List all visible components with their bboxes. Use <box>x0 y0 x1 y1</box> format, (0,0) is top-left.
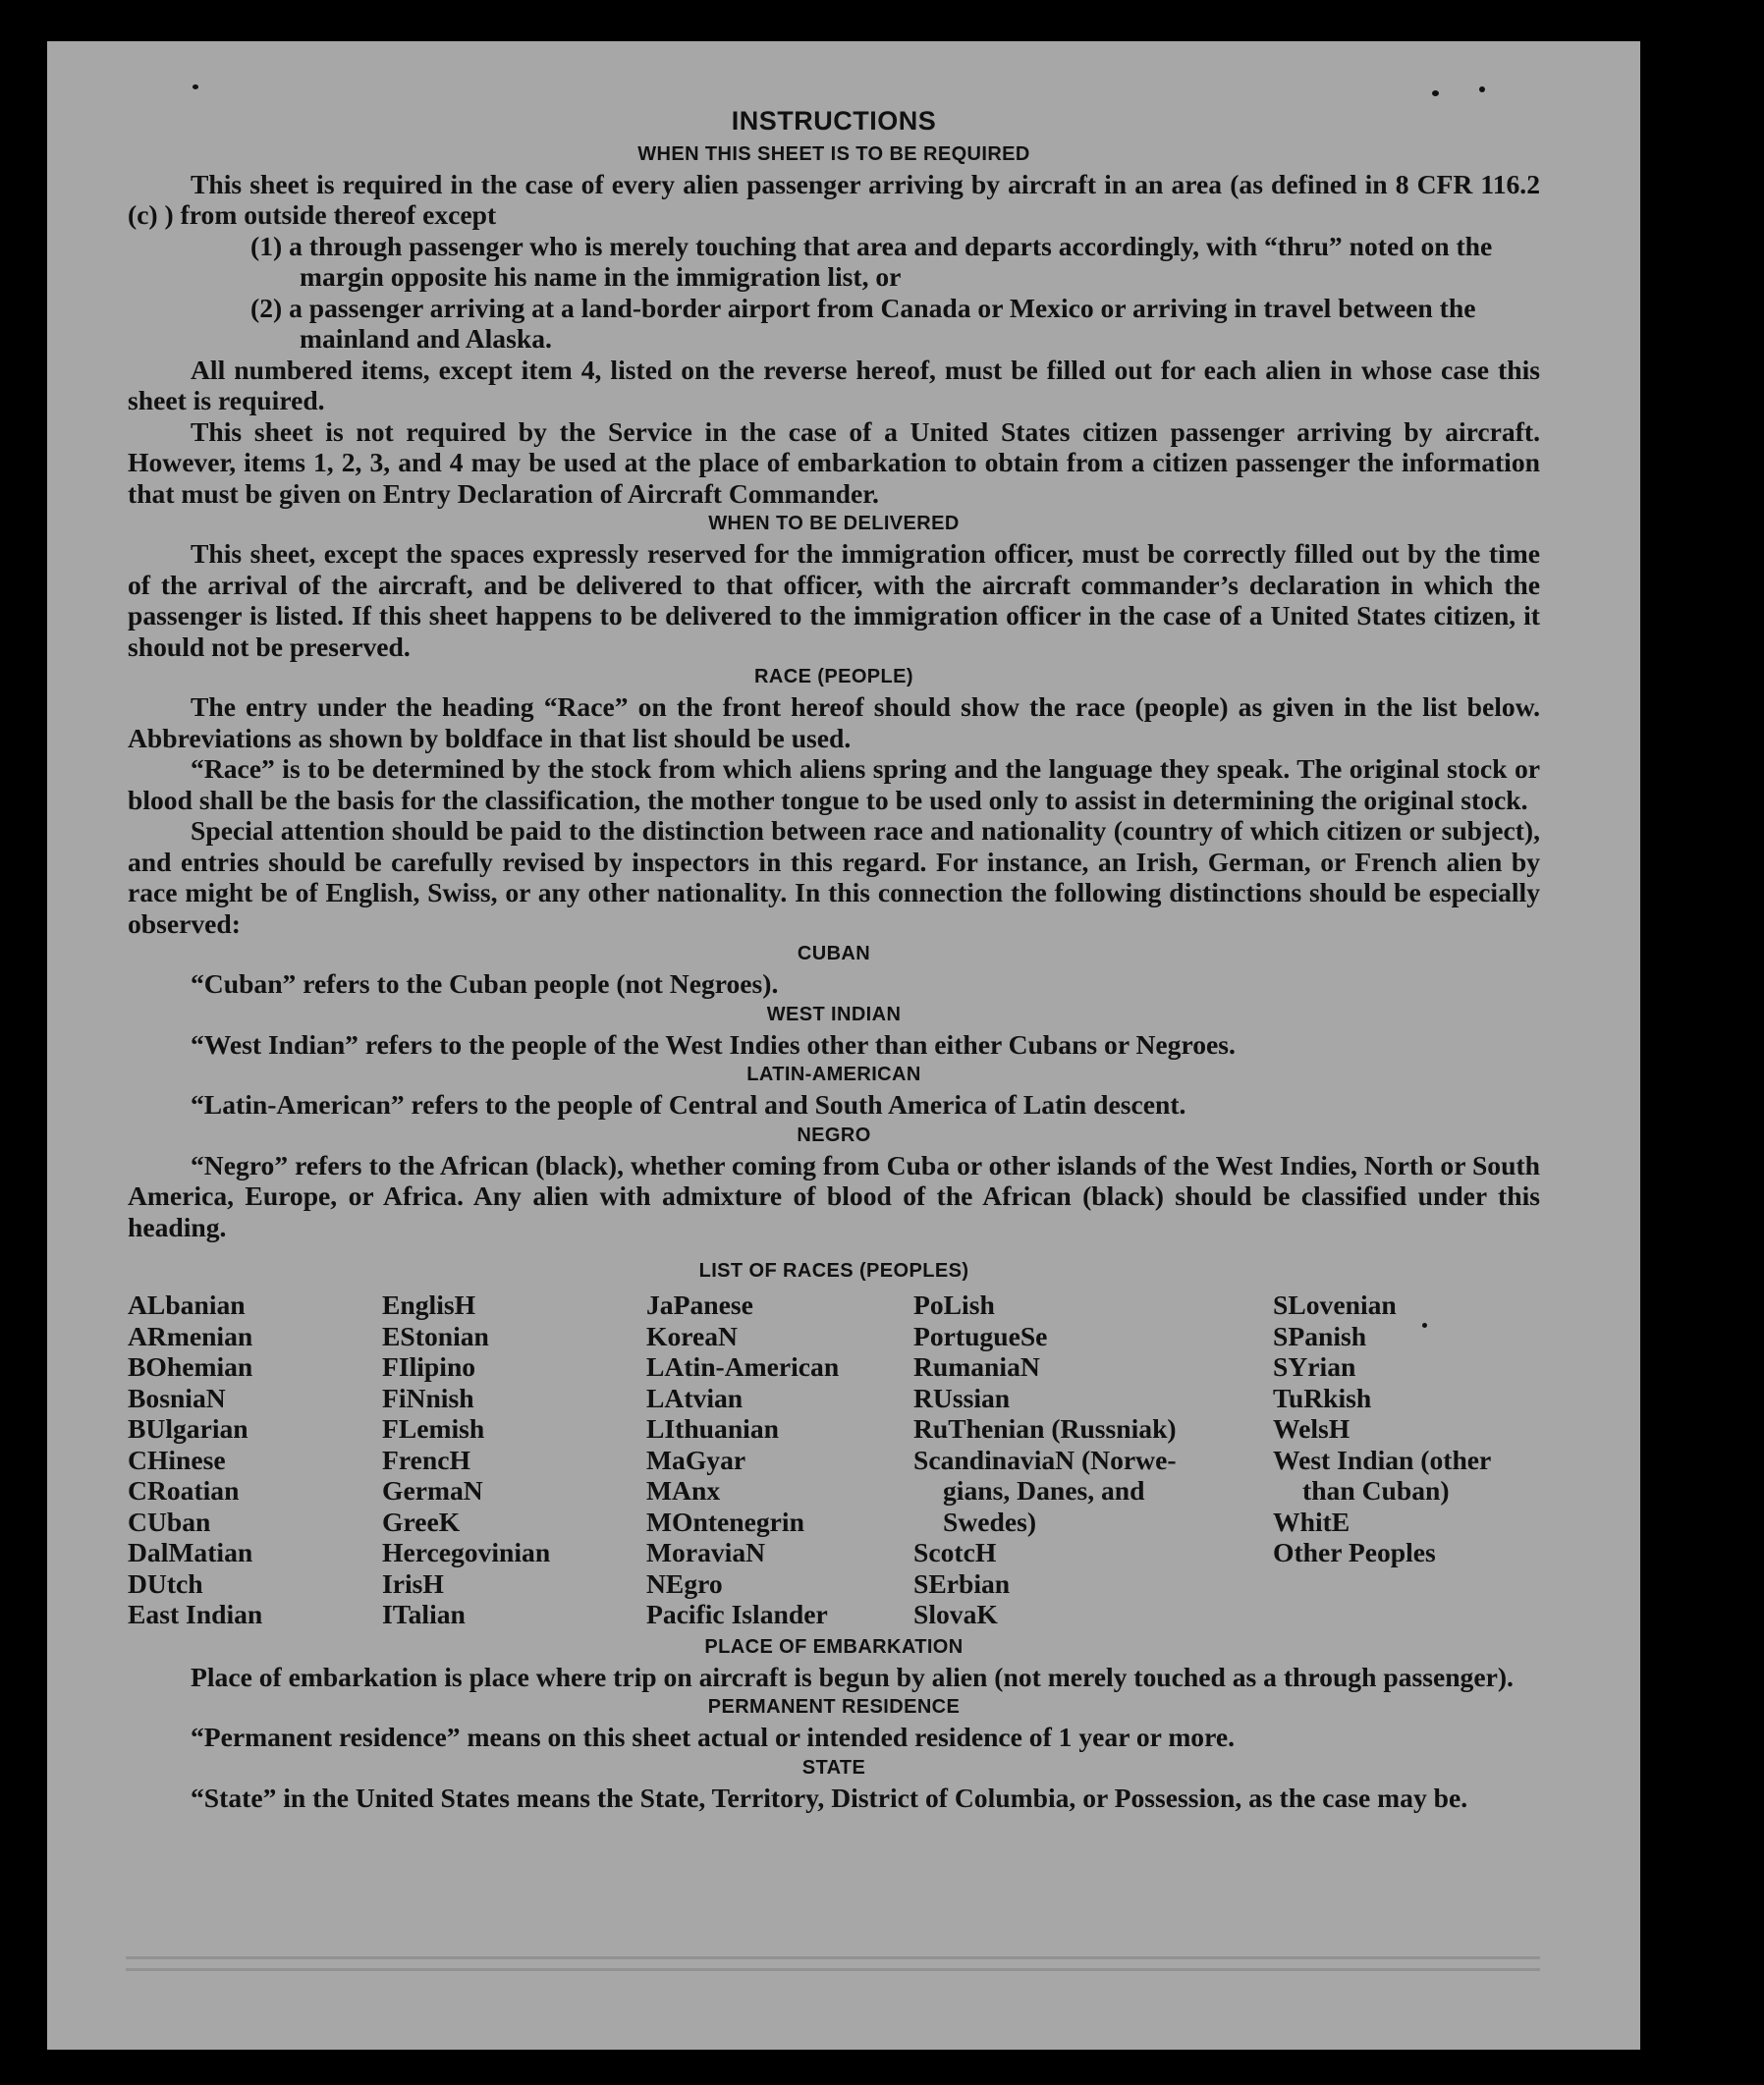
race-entry: CUban <box>128 1506 211 1537</box>
race-entry: CRoatian <box>128 1475 240 1506</box>
race-entry: ARmenian <box>128 1320 253 1351</box>
race-entry: GreeK <box>382 1506 461 1537</box>
race-entry: Hercegovinian <box>382 1537 551 1567</box>
race-column <box>646 1289 913 1630</box>
race-entry: ALbanian <box>128 1289 246 1320</box>
race-entry: West Indian (other <box>1273 1444 1492 1475</box>
exception-item-1: (1) a through passenger who is merely touching that area and departs accordingly, with “thru” noted on the margin opposite his name in the immigration list, or <box>250 230 1493 292</box>
paragraph: Place of embarkation is place where trip on aircraft is begun by alien (not merely touched as a through passenger). <box>191 1661 1514 1692</box>
race-entry: GermaN <box>382 1475 483 1506</box>
race-entry: PoLish <box>913 1289 995 1320</box>
heading-when-delivered: WHEN TO BE DELIVERED <box>708 513 960 534</box>
heading-negro: NEGRO <box>797 1124 871 1146</box>
race-column <box>128 1289 382 1630</box>
race-entry: FrencH <box>382 1444 470 1475</box>
document-page <box>47 41 1640 2050</box>
race-entry: SErbian <box>913 1567 1011 1599</box>
race-entry: DUtch <box>128 1567 203 1599</box>
scan-speck <box>1432 90 1439 96</box>
paragraph: This sheet, except the spaces expressly reserved for the immigration officer, must be correctly filled out by the time of the arrival of the aircraft, and be delivered to that officer, with the aircraft commander’s declaration in which the passenger is listed. If this sheet happens to be delivered to the immigration officer in the case of a United States citizen, it should not be preserved. <box>128 538 1540 662</box>
race-entry: EStonian <box>382 1320 489 1351</box>
heading-west-indian: WEST INDIAN <box>766 1003 902 1025</box>
paragraph: “Latin-American” refers to the people of Central and South America of Latin descent. <box>191 1089 1186 1120</box>
heading-state: STATE <box>801 1756 866 1779</box>
paragraph: This sheet is not required by the Service in the case of a United States citizen passenger arriving by aircraft. However, items 1, 2, 3, and 4 may be used at the place of embarkation to obtain from a citizen passenger the information that must be given on Entry Declaration of Aircraft Commander. <box>128 415 1540 509</box>
race-entry: BosniaN <box>128 1382 226 1413</box>
race-entry: MAnx <box>646 1475 721 1506</box>
paragraph: “West Indian” refers to the people of the West Indies other than either Cubans or Negroes. <box>191 1028 1236 1060</box>
race-entry: Other Peoples <box>1273 1537 1436 1567</box>
paragraph: Special attention should be paid to the distinction between race and nationality (country of which citizen or subject), and entries should be carefully revised by inspectors in this regard. For instance, an Irish, German, or French alien by race might be of English, Swiss, or any other nationality. In this connection the following distinctions should be especially observed: <box>128 815 1540 939</box>
race-entry: FLemish <box>382 1413 485 1444</box>
heading-permanent-residence: PERMANENT RESIDENCE <box>707 1696 961 1718</box>
race-entry: BUlgarian <box>128 1413 248 1444</box>
race-entry: FIlipino <box>382 1351 476 1382</box>
race-entry: ITalian <box>382 1599 466 1629</box>
race-entry: IrisH <box>382 1567 444 1599</box>
race-column <box>1273 1289 1540 1630</box>
faded-footnote <box>126 1956 1540 1986</box>
paragraph: “Race” is to be determined by the stock from which aliens spring and the language they speak. The original stock or blood shall be the basis for the classification, the mother tongue to be used only to assist in determining the original stock. <box>128 753 1540 815</box>
race-entry: BOhemian <box>128 1351 253 1382</box>
race-entry: than Cuban) <box>1302 1475 1450 1506</box>
race-entry: CHinese <box>128 1444 226 1475</box>
race-entry: EnglisH <box>382 1289 476 1320</box>
race-entry: SLovenian <box>1273 1289 1397 1320</box>
race-entry: gians, Danes, and <box>943 1475 1145 1506</box>
race-entry: RumaniaN <box>913 1351 1040 1382</box>
race-entry: RUssian <box>913 1382 1011 1413</box>
paragraph: “Permanent residence” means on this sheet actual or intended residence of 1 year or more. <box>191 1722 1235 1752</box>
race-entry: DalMatian <box>128 1537 253 1567</box>
scan-speck <box>193 84 198 89</box>
heading-when-required: WHEN THIS SHEET IS TO BE REQUIRED <box>637 142 1030 165</box>
race-entry: MOntenegrin <box>646 1506 804 1537</box>
race-entry: Pacific Islander <box>646 1599 828 1629</box>
paragraph: “Cuban” refers to the Cuban people (not Negroes). <box>191 968 779 999</box>
heading-race: RACE (PEOPLE) <box>754 666 913 687</box>
race-entry: ScandinaviaN (Norwe- <box>913 1444 1177 1475</box>
race-entry: LAtin-American <box>646 1351 840 1382</box>
race-entry: KoreaN <box>646 1320 738 1351</box>
race-entry: LAtvian <box>646 1382 744 1413</box>
page-title: INSTRUCTIONS <box>731 106 937 136</box>
heading-cuban: CUBAN <box>797 943 871 964</box>
race-entry: WhitE <box>1273 1506 1351 1537</box>
paragraph: “Negro” refers to the African (black), whether coming from Cuba or other islands of the West Indies, North or South America, Europe, or Africa. Any alien with admixture of blood of the African (black) should be classified under this heading. <box>128 1149 1540 1242</box>
race-entry: MaGyar <box>646 1444 746 1475</box>
race-entry: NEgro <box>646 1567 723 1599</box>
race-entry: SlovaK <box>913 1599 998 1629</box>
races-list <box>128 1289 1540 1630</box>
instructions-content <box>128 106 1540 1813</box>
race-entry: TuRkish <box>1273 1382 1372 1413</box>
race-entry: RuThenian (Russniak) <box>913 1413 1177 1444</box>
heading-latin-american: LATIN-AMERICAN <box>746 1064 921 1085</box>
paragraph: “State” in the United States means the State, Territory, District of Columbia, or Possession, as the case may be. <box>191 1782 1468 1813</box>
heading-embarkation: PLACE OF EMBARKATION <box>704 1635 964 1658</box>
race-column <box>382 1289 646 1630</box>
race-entry: SYrian <box>1273 1351 1356 1382</box>
race-entry: East Indian <box>128 1599 263 1629</box>
race-entry: SPanish <box>1273 1320 1367 1351</box>
paragraph: This sheet is required in the case of every alien passenger arriving by aircraft in an area (as defined in 8 CFR 116.2 (c) ) from outside thereof except <box>128 168 1540 230</box>
race-entry: WelsH <box>1273 1413 1351 1444</box>
race-entry: Swedes) <box>943 1506 1037 1537</box>
paragraph: The entry under the heading “Race” on the front hereof should show the race (people) as given in the list below. Abbreviations as shown by boldface in that list should be used. <box>128 691 1540 753</box>
race-entry: PortugueSe <box>913 1320 1048 1351</box>
race-entry: MoraviaN <box>646 1537 766 1567</box>
paragraph: All numbered items, except item 4, listed on the reverse hereof, must be filled out for each alien in whose case this sheet is required. <box>128 354 1540 415</box>
race-entry: JaPanese <box>646 1289 753 1320</box>
race-entry: FiNnish <box>382 1382 474 1413</box>
heading-list-of-races: LIST OF RACES (PEOPLES) <box>698 1260 969 1282</box>
exception-item-2: (2) a passenger arriving at a land-border airport from Canada or Mexico or arriving in travel between the mainland and Alaska. <box>250 292 1476 354</box>
race-entry: ScotcH <box>913 1537 997 1567</box>
race-entry: LIthuanian <box>646 1413 779 1444</box>
scan-speck <box>1479 86 1485 92</box>
race-column <box>913 1289 1273 1630</box>
